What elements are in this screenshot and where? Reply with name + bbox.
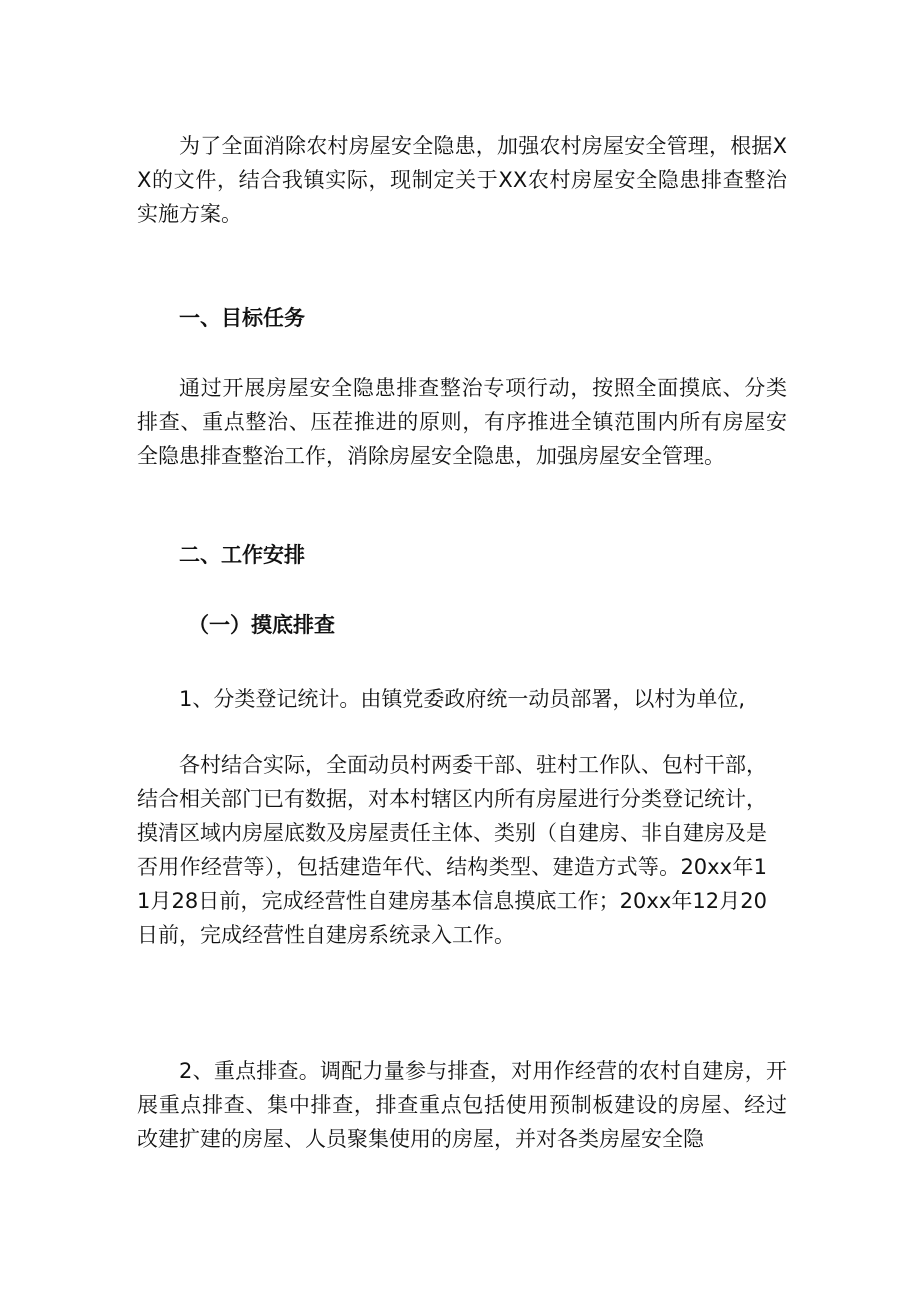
goals-paragraph: 通过开展房屋安全隐患排查整治专项行动，按照全面摸底、分类排查、重点整治、压茬推进的原则，有序推进全镇范围内所有房屋安全隐患排查整治工作，消除房屋安全隐患，加强房屋安全管理。 (137, 376, 787, 468)
section-heading-goals: 一、目标任务 (179, 306, 305, 330)
item-1-lead-line: 1、分类登记统计。由镇党委政府统一动员部署，以村为单位, (179, 687, 746, 711)
section-heading-arrangement: 二、工作安排 (179, 543, 305, 567)
intro-paragraph: 为了全面消除农村房屋安全隐患，加强农村房屋安全管理，根据XX的文件，结合我镇实际，现制定关于XX农村房屋安全隐患排查整治实施方案。 (137, 134, 787, 226)
item-2-paragraph: 2、重点排查。调配力量参与排查，对用作经营的农村自建房，开展重点排查、集中排查，排查重点包括使用预制板建设的房屋、经过改建扩建的房屋、人员聚集使用的房屋，并对各类房屋安全隐 (137, 1059, 787, 1151)
subsection-heading-survey: （一）摸底排查 (188, 613, 335, 637)
item-1-paragraph: 各村结合实际，全面动员村两委干部、驻村工作队、包村干部，结合相关部门已有数据，对本村辖区内所有房屋进行分类登记统计，摸清区域内房屋底数及房屋责任主体、类别（自建房、非自建房及是否用作经营等），包括建造年代、结构类型、建造方式等。20xx年11月28日前，完成经营性自建房基本信息摸底工作；20xx年12月20日前，完成经营性自建房系统录入工作。 (137, 753, 767, 947)
